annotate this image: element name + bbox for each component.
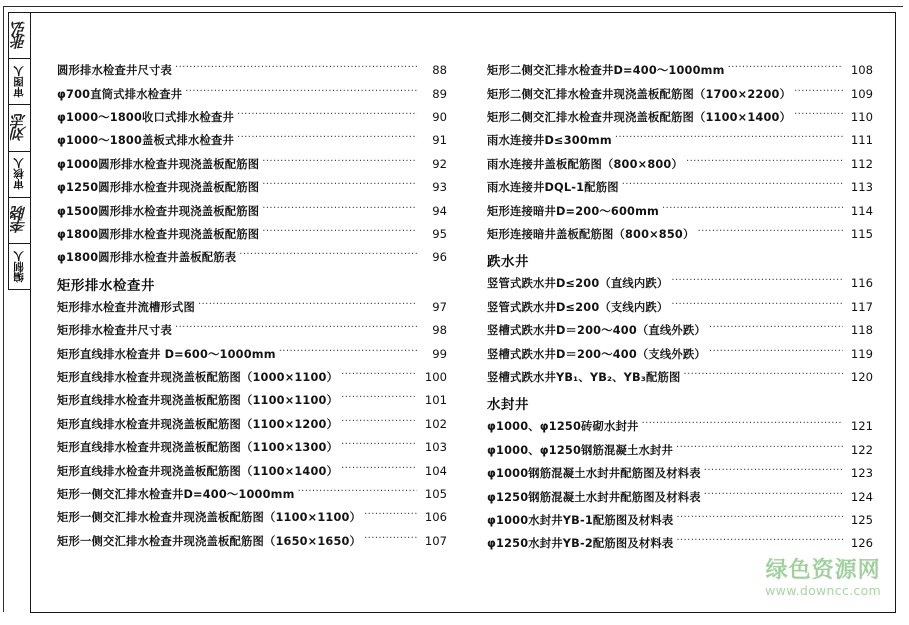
toc-leader-dots — [709, 323, 843, 334]
toc-entry[interactable] — [487, 370, 873, 393]
toc-leader-dots — [622, 180, 843, 191]
toc-section-heading: 跌水井 — [487, 255, 529, 271]
toc-leader-dots — [175, 323, 417, 334]
toc-entry-page-number: 95 — [432, 227, 447, 242]
toc-entry-page-number: 119 — [850, 346, 873, 361]
toc-entry-page-number: 118 — [850, 323, 873, 338]
signature-mark — [9, 105, 30, 151]
toc-entry-title: 矩形排水检查井尺寸表 — [57, 324, 172, 338]
toc-entry[interactable] — [57, 346, 447, 369]
signature-handwriting: 李晓 — [10, 207, 28, 234]
toc-leader-dots — [704, 466, 843, 477]
toc-entry-title: 矩形直线排水检查井现浇盖板配筋图（1100×1400） — [57, 464, 339, 478]
toc-leader-dots — [262, 227, 417, 238]
toc-leader-dots — [364, 533, 417, 544]
toc-entry[interactable] — [487, 157, 873, 180]
toc-leader-dots — [239, 250, 417, 261]
toc-entry-title: 竖管式跌水井D≤200（支线内跌） — [487, 300, 669, 314]
toc-entry-title: φ1000钢筋混凝土水封井配筋图及材料表 — [487, 467, 701, 481]
toc-leader-dots — [341, 440, 417, 451]
signature-role-text: 审核人 — [13, 158, 26, 190]
toc-leader-dots — [298, 487, 417, 498]
toc-entry-page-number: 121 — [850, 419, 873, 434]
toc-entry-page-number: 105 — [424, 486, 447, 501]
toc-entry[interactable] — [57, 300, 447, 323]
toc-entry-page-number: 93 — [432, 180, 447, 195]
toc-entry[interactable] — [487, 276, 873, 299]
toc-entry[interactable] — [487, 180, 873, 203]
toc-entry-page-number: 125 — [850, 512, 873, 527]
toc-entry-page-number: 115 — [850, 227, 873, 242]
toc-leader-dots — [279, 346, 417, 357]
toc-entry-page-number: 108 — [850, 63, 873, 78]
toc-entry-title: φ1250钢筋混凝土水封井配筋图及材料表 — [487, 490, 701, 504]
toc-entry-title: 矩形直线排水检查井现浇盖板配筋图（1100×1300） — [57, 441, 339, 455]
watermark-text: 绿色资源网 — [765, 557, 881, 583]
toc-entry-page-number: 97 — [432, 299, 447, 314]
toc-entry[interactable] — [487, 110, 873, 133]
toc-entry-page-number: 111 — [850, 133, 873, 148]
toc-entry[interactable] — [57, 203, 447, 226]
toc-entry-page-number: 104 — [424, 463, 447, 478]
toc-entry-title: 矩形排水检查井流槽形式图 — [57, 300, 195, 314]
toc-leader-dots — [686, 157, 843, 168]
signature-role-text: 审图人 — [13, 66, 26, 98]
toc-entry-page-number: 103 — [424, 440, 447, 455]
toc-leader-dots — [709, 346, 843, 357]
toc-entry-title: 矩形一侧交汇排水检查井D=400～1000mm — [57, 487, 295, 501]
toc-entry-page-number: 113 — [850, 180, 873, 195]
signature-block — [8, 12, 31, 290]
toc-section-heading: 水封井 — [487, 398, 529, 414]
toc-entry[interactable] — [487, 489, 873, 512]
toc-entry-title: φ1000～1800收口式排水检查井 — [57, 111, 234, 125]
toc-entry[interactable] — [57, 323, 447, 346]
watermark-url: www.downcc.com — [765, 583, 881, 598]
signature-mark — [9, 13, 30, 59]
toc-leader-dots — [671, 276, 843, 287]
toc-entry[interactable] — [57, 440, 447, 463]
toc-entry-page-number: 96 — [432, 250, 447, 265]
toc-leader-dots — [262, 157, 417, 168]
toc-leader-dots — [185, 86, 417, 97]
toc-leader-dots — [676, 536, 843, 547]
toc-entry[interactable] — [487, 442, 873, 465]
toc-entry[interactable] — [487, 86, 873, 109]
toc-column-right — [465, 63, 873, 612]
toc-leader-dots — [704, 489, 843, 500]
toc-entry-title: 矩形连接暗井D=200～600mm — [487, 204, 660, 218]
toc-entry[interactable] — [487, 133, 873, 156]
toc-entry-title: φ1000、φ1250钢筋混凝土水封井 — [487, 443, 674, 457]
toc-leader-dots — [262, 180, 417, 191]
toc-leader-dots — [262, 203, 417, 214]
signature-mark — [9, 198, 30, 244]
toc-entry[interactable] — [57, 63, 447, 86]
site-watermark — [765, 559, 881, 598]
toc-entry-title: 矩形直线排水检查井现浇盖板配筋图（1100×1200） — [57, 417, 339, 431]
toc-entry[interactable] — [487, 227, 873, 250]
toc-entry-page-number: 122 — [850, 442, 873, 457]
toc-entry-title: φ1000水封井YB-1配筋图及材料表 — [487, 513, 674, 527]
toc-leader-dots — [341, 370, 417, 381]
toc-leader-dots — [198, 300, 417, 311]
toc-entry-title: φ1250圆形排水检查井现浇盖板配筋图 — [57, 181, 260, 195]
toc-entry-title: φ1800圆形排水检查井现浇盖板配筋图 — [57, 228, 260, 242]
toc-leader-dots — [728, 63, 843, 74]
toc-entry-page-number: 114 — [850, 203, 873, 218]
toc-entry-title: 竖槽式跌水井D＝200～400（直线外跌） — [487, 324, 706, 338]
toc-entry-page-number: 109 — [850, 86, 873, 101]
toc-leader-dots — [615, 133, 843, 144]
toc-leader-dots — [662, 203, 843, 214]
toc-entry-page-number: 100 — [424, 369, 447, 384]
toc-leader-dots — [676, 442, 843, 453]
toc-entry-page-number: 107 — [424, 533, 447, 548]
toc-entry-page-number: 124 — [850, 489, 873, 504]
toc-entry-page-number: 94 — [432, 203, 447, 218]
toc-entry[interactable] — [487, 203, 873, 226]
toc-entry-page-number: 106 — [424, 510, 447, 525]
toc-leader-dots — [642, 419, 843, 430]
toc-entry[interactable] — [57, 463, 447, 486]
toc-column-left — [57, 63, 465, 612]
toc-entry-page-number: 126 — [850, 536, 873, 551]
toc-entry-title: φ1000～1800盖板式排水检查井 — [57, 134, 234, 148]
signature-role-label — [9, 59, 30, 105]
toc-entry[interactable] — [487, 323, 873, 346]
toc-entry[interactable] — [57, 110, 447, 133]
toc-entry-page-number: 88 — [432, 63, 447, 78]
toc-entry-title: 矩形直线排水检查井现浇盖板配筋图（1000×1100） — [57, 370, 339, 384]
toc-entry-title: 矩形连接暗井盖板配筋图（800×850） — [487, 228, 695, 242]
toc-leader-dots — [794, 110, 843, 121]
toc-leader-dots — [237, 133, 417, 144]
toc-entry-page-number: 112 — [850, 156, 873, 171]
toc-entry[interactable] — [57, 227, 447, 250]
toc-leader-dots — [671, 300, 843, 311]
toc-entry-title: 雨水连接井DQL-1配筋图 — [487, 181, 619, 195]
toc-leader-dots — [341, 463, 417, 474]
toc-entry-title: 矩形一侧交汇排水检查井现浇盖板配筋图（1100×1100） — [57, 511, 362, 525]
toc-entry[interactable] — [57, 250, 447, 273]
toc-entry[interactable] — [57, 393, 447, 416]
toc-leader-dots — [341, 393, 417, 404]
toc-entry-page-number: 116 — [850, 276, 873, 291]
toc-entry-title: 矩形二侧交汇排水检查井D=400～1000mm — [487, 64, 725, 78]
toc-entry-title: 竖管式跌水井D≤200（直线内跌） — [487, 277, 669, 291]
toc-entry-title: 雨水连接井D≤300mm — [487, 134, 612, 148]
toc-entry[interactable] — [57, 157, 447, 180]
toc-entry[interactable] — [57, 510, 447, 533]
toc-entry-page-number: 89 — [432, 86, 447, 101]
toc-entry-title: φ1000、φ1250砖砌水封井 — [487, 420, 639, 434]
toc-entry[interactable] — [57, 180, 447, 203]
toc-leader-dots — [237, 110, 417, 121]
toc-entry[interactable] — [487, 536, 873, 559]
toc-entry-title: φ1800圆形排水检查井盖板配筋表 — [57, 251, 237, 265]
toc-entry-title: φ1000圆形排水检查井现浇盖板配筋图 — [57, 157, 260, 171]
toc-entry-title: 圆形排水检查井尺寸表 — [57, 64, 172, 78]
toc-entry[interactable] — [487, 346, 873, 369]
toc-entry[interactable] — [57, 416, 447, 439]
toc-entry-title: 矩形二侧交汇排水检查井现浇盖板配筋图（1100×1400） — [487, 111, 792, 125]
toc-entry-page-number: 102 — [424, 416, 447, 431]
toc-leader-dots — [698, 227, 844, 238]
toc-entry-title: φ700直筒式排水检查井 — [57, 87, 183, 101]
toc-leader-dots — [175, 63, 417, 74]
toc-leader-dots — [683, 370, 843, 381]
toc-entry-page-number: 98 — [432, 323, 447, 338]
toc-entry-title: 矩形一侧交汇排水检查井现浇盖板配筋图（1650×1650） — [57, 534, 362, 548]
toc-entry-title: 矩形二侧交汇排水检查井现浇盖板配筋图（1700×2200） — [487, 87, 792, 101]
toc-entry-title: φ1500圆形排水检查井现浇盖板配筋图 — [57, 204, 260, 218]
toc-entry-title: 竖槽式跌水井YB₁、YB₂、YB₃配筋图 — [487, 370, 681, 384]
toc-entry[interactable] — [57, 487, 447, 510]
toc-entry-page-number: 117 — [850, 299, 873, 314]
toc-entry-page-number: 91 — [432, 133, 447, 148]
toc-entry[interactable] — [487, 513, 873, 536]
toc-entry-title: 矩形直线排水检查井 D=600～1000mm — [57, 347, 276, 361]
toc-entry-page-number: 90 — [432, 110, 447, 125]
toc-leader-dots — [794, 86, 843, 97]
toc-entry[interactable] — [57, 133, 447, 156]
toc-entry[interactable] — [57, 533, 447, 556]
toc-entry-page-number: 99 — [432, 346, 447, 361]
toc-leader-dots — [676, 513, 843, 524]
toc-entry[interactable] — [487, 300, 873, 323]
toc-leader-dots — [341, 416, 417, 427]
signature-role-label — [9, 152, 30, 198]
toc-entry-page-number: 120 — [850, 369, 873, 384]
toc-entry[interactable] — [487, 419, 873, 442]
toc-entry-page-number: 110 — [850, 110, 873, 125]
toc-entry[interactable] — [487, 466, 873, 489]
signature-role-text: 编制人 — [13, 250, 26, 283]
toc-entry-page-number: 101 — [424, 393, 447, 408]
toc-entry[interactable] — [57, 370, 447, 393]
toc-entry-title: 竖槽式跌水井D＝200～400（支线外跌） — [487, 347, 706, 361]
toc-entry-page-number: 123 — [850, 466, 873, 481]
toc-entry[interactable] — [57, 86, 447, 109]
toc-leader-dots — [364, 510, 417, 521]
signature-role-label — [9, 244, 30, 289]
content-box — [30, 12, 896, 613]
toc-entry-title: φ1250水封井YB-2配筋图及材料表 — [487, 537, 674, 551]
toc-section-heading: 矩形排水检查井 — [57, 278, 155, 294]
toc-entry-page-number: 92 — [432, 156, 447, 171]
signature-handwriting: 张弘 — [10, 22, 28, 49]
table-of-contents — [31, 13, 895, 612]
toc-entry-title: 雨水连接井盖板配筋图（800×800） — [487, 157, 683, 171]
toc-entry[interactable] — [487, 63, 873, 86]
signature-handwriting: 刘志 — [10, 114, 28, 141]
toc-entry-title: 矩形直线排水检查井现浇盖板配筋图（1100×1100） — [57, 394, 339, 408]
